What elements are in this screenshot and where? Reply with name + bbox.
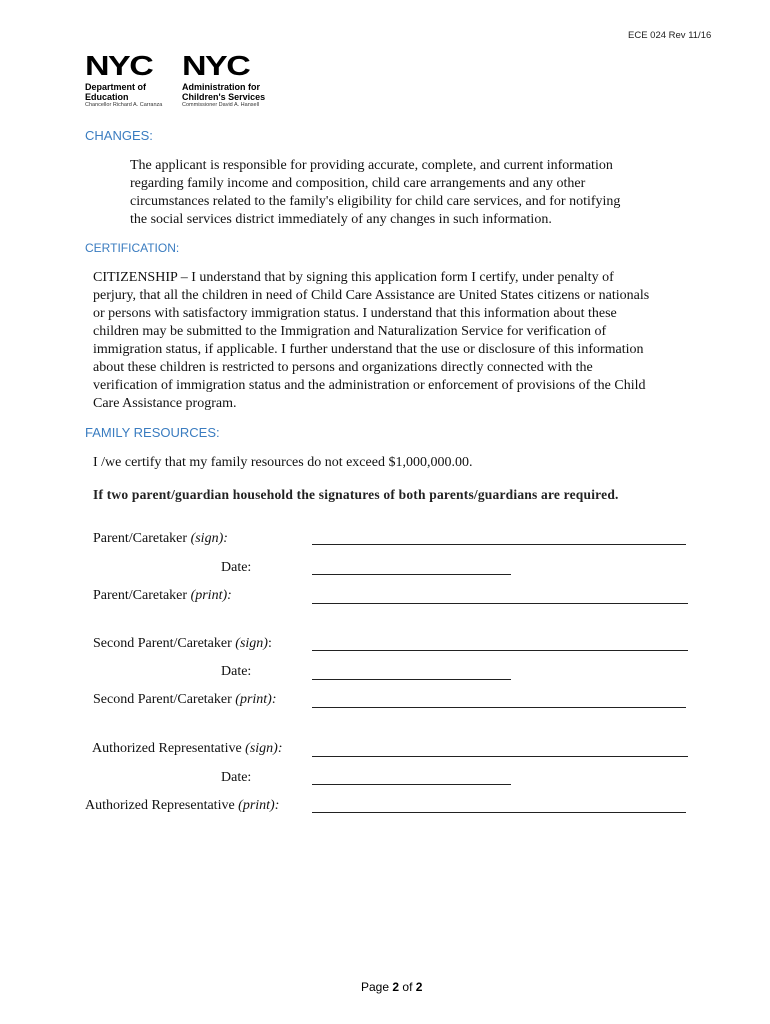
changes-line: circumstances related to the family's eligibility for child care services, and for notifying (130, 194, 621, 209)
changes-line: the social services district immediately of any changes in such information. (130, 212, 552, 227)
doe-name-line2: Education (85, 92, 129, 102)
changes-paragraph (130, 157, 710, 229)
doe-name-line1: Department of (85, 82, 147, 92)
acs-name-line1: Administration for (182, 82, 260, 92)
parent-sign-label: Parent/Caretaker (sign): (93, 531, 228, 546)
changes-line: The applicant is responsible for providing accurate, complete, and current information (130, 158, 613, 173)
parent-print-line[interactable] (312, 603, 688, 604)
acs-name-line2: Children's Services (182, 92, 266, 102)
representative-print-label: Authorized Representative (print): (85, 798, 280, 813)
doe-logo (85, 50, 175, 108)
acs-logo (182, 50, 282, 108)
representative-date-label: Date: (221, 770, 252, 785)
certification-paragraph (93, 269, 733, 413)
acs-official: Commissioner David A. Hansell (182, 102, 260, 108)
certification-line: perjury, that all the children in need of Child Care Assistance are United States citizens or nationals (93, 288, 650, 303)
representative-date-line[interactable] (312, 784, 511, 785)
changes-heading: CHANGES: (85, 128, 153, 143)
page-number: Page 2 of 2 (361, 980, 423, 994)
parent-date-line[interactable] (312, 574, 511, 575)
certification-line: Care Assistance program. (93, 396, 237, 411)
certification-line: children may be submitted to the Immigration and Naturalization Service for verification of (93, 324, 607, 339)
form-number: ECE 024 Rev 11/16 (628, 30, 712, 41)
certification-line: about these children is restricted to persons and organizations directly connected with the (93, 360, 593, 375)
representative-print-line[interactable] (312, 812, 686, 813)
changes-line: regarding family income and composition, child care arrangements and any other (130, 176, 586, 191)
parent-date-label: Date: (221, 560, 252, 575)
certification-heading: CERTIFICATION: (85, 241, 180, 255)
second-parent-date-label: Date: (221, 664, 252, 679)
second-parent-sign-label: Second Parent/Caretaker (sign): (93, 636, 272, 651)
parent-sign-line[interactable] (312, 544, 686, 545)
second-parent-print-label: Second Parent/Caretaker (print): (93, 692, 277, 707)
family-resources-statement: I /we certify that my family resources do not exceed $1,000,000.00. (93, 455, 473, 470)
nyc-wordmark: NYC (85, 50, 153, 82)
family-resources-heading: FAMILY RESOURCES: (85, 425, 220, 440)
certification-line: or persons with satisfactory immigration status. I understand that this information about these (93, 306, 617, 321)
representative-sign-line[interactable] (312, 756, 688, 757)
doe-official: Chancellor Richard A. Carranza (85, 102, 163, 108)
certification-line: immigration status, if applicable. I further understand that the use or disclosure of this information (93, 342, 644, 357)
second-parent-date-line[interactable] (312, 679, 511, 680)
nyc-wordmark: NYC (182, 50, 250, 82)
certification-line: verification of immigration status and the administration or enforcement of provisions of the Child (93, 378, 646, 393)
second-parent-print-line[interactable] (312, 707, 686, 708)
certification-line: CITIZENSHIP – I understand that by signing this application form I certify, under penalty of (93, 270, 614, 285)
second-parent-sign-line[interactable] (312, 650, 688, 651)
representative-sign-label: Authorized Representative (sign): (92, 741, 283, 756)
two-parent-notice: If two parent/guardian household the signatures of both parents/guardians are required. (93, 487, 619, 502)
parent-print-label: Parent/Caretaker (print): (93, 588, 232, 603)
